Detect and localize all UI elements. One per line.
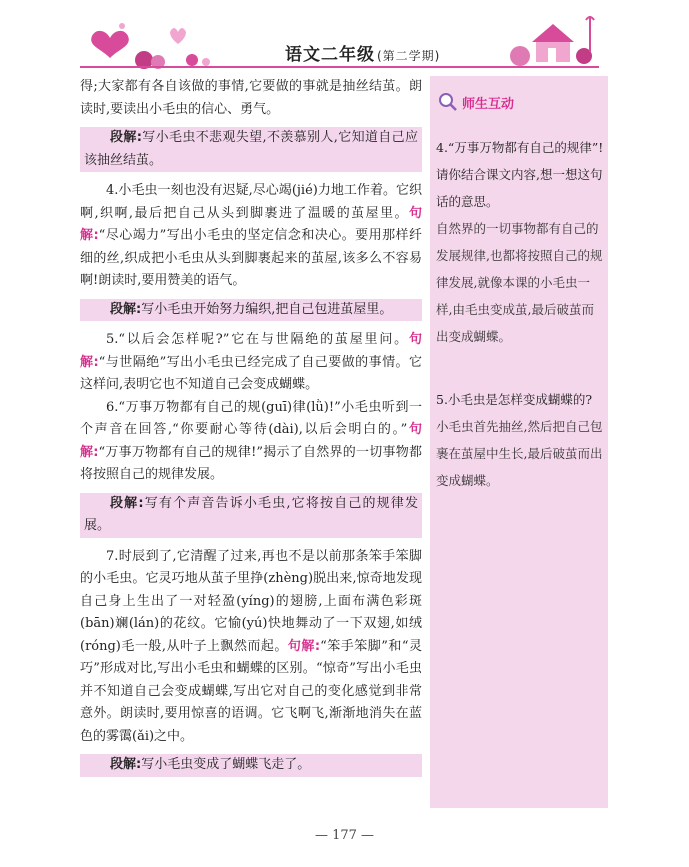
paragraph-4: 4.小毛虫一刻也没有迟疑,尽心竭(jié)力地工作着。它织啊,织啊,最后把自己从头到脚裹进了温暖的茧屋里。句解:“尽心竭力”写出小毛虫的坚定信念和决心。要用那样纤细的丝,织成把小毛虫从头到脚裹起来的茧屋,该多么不容易啊!朗读时,要用赞美的语气。	[80, 183, 423, 288]
sidebar-title: 师生互动	[462, 96, 515, 112]
sidebar-header	[438, 92, 514, 112]
answer-5: 小毛虫首先抽丝,然后把自己包裹在茧屋中生长,最后破茧而出变成蝴蝶。	[436, 419, 603, 488]
teacher-student-sidebar	[430, 76, 608, 808]
paragraph-analysis-box	[80, 127, 422, 172]
sentence-analysis-label: 句解:	[80, 332, 422, 370]
main-column	[80, 76, 422, 785]
analysis-text: 写小毛虫变成了蝴蝶飞走了。	[141, 757, 311, 772]
heart-decoration-icon	[82, 18, 232, 70]
sentence-analysis-label: 句解:	[287, 638, 321, 654]
paragraph-intro: 得;大家都有各自该做的事情,它要做的事就是抽丝结茧。朗读时,要读出小毛虫的信心、勇气。	[80, 79, 422, 117]
paragraph-analysis-box	[80, 493, 422, 538]
analysis-label: 段解:	[110, 130, 142, 145]
analysis-label: 段解:	[110, 757, 142, 772]
analysis-label: 段解:	[110, 301, 142, 317]
analysis-text: 写小毛虫不悲观失望,不羡慕别人,它知道自己应该抽丝结茧。	[84, 130, 419, 168]
analysis-label: 段解:	[110, 495, 144, 511]
house-decoration-icon	[500, 12, 610, 70]
question-5: 5.小毛虫是怎样变成蝴蝶的?	[436, 392, 593, 407]
magnifier-icon	[438, 92, 458, 112]
paragraph-7: 7.时辰到了,它清醒了过来,再也不是以前那条笨手笨脚的小毛虫。它灵巧地从茧子里挣(zhèng)脱出来,惊奇地发现自己身上生出了一对轻盈(yíng)的翅膀,上面布满色彩斑(bān)斓(lán)的花纹。它愉(yú)快地舞动了一下双翅,如绒(róng)毛一般,从叶子上飘然而起。句解:“笨手笨脚”和“灵巧”形成对比,写出小毛虫和蝴蝶的区别。“惊奇”写出小毛虫并不知道自己会变成蝴蝶,写出它对自己的变化感觉到非常意外。朗读时,要用惊喜的语调。它飞啊飞,渐渐地消失在蓝色的雾霭(ǎi)之中。	[80, 548, 422, 744]
answer-4: 自然界的一切事物都有自己的发展规律,也都将按照自己的规律发展,就像本课的小毛虫一样,由毛虫变成茧,最后破茧而出变成蝴蝶。	[436, 221, 603, 344]
paragraph-analysis-box	[80, 299, 422, 322]
paragraph-analysis-box	[80, 754, 422, 777]
page-title: 语文二年级 (第二学期)	[285, 45, 441, 65]
sentence-analysis-label: 句解:	[80, 422, 422, 460]
paragraph-5: 5.“以后会怎样呢?”它在与世隔绝的茧屋里问。句解:“与世隔绝”写出小毛虫已经完成了自己要做的事情。它这样问,表明它也不知道自己会变成蝴蝶。	[80, 332, 423, 392]
page-number: — 177 —	[314, 828, 375, 843]
analysis-text: 写有个声音告诉小毛虫,它将按自己的规律发展。	[84, 495, 418, 533]
sidebar-body	[436, 134, 604, 494]
paragraph-6: 6.“万事万物都有自己的规(guī)律(lǜ)!”小毛虫听到一个声音在回答,“你要耐心等待(dài),以后会明白的。”句解:“万事万物都有自己的规律!”揭示了自然界的一切事物都将按照自己的规律发展。	[80, 399, 422, 482]
sentence-analysis-label: 句解:	[80, 205, 422, 243]
analysis-text: 写小毛虫开始努力编织,把自己包进茧屋里。	[141, 301, 393, 317]
question-4: 4.“万事万物都有自己的规律”!请你结合课文内容,想一想这句话的意思。	[436, 140, 604, 209]
page-header	[0, 0, 689, 80]
